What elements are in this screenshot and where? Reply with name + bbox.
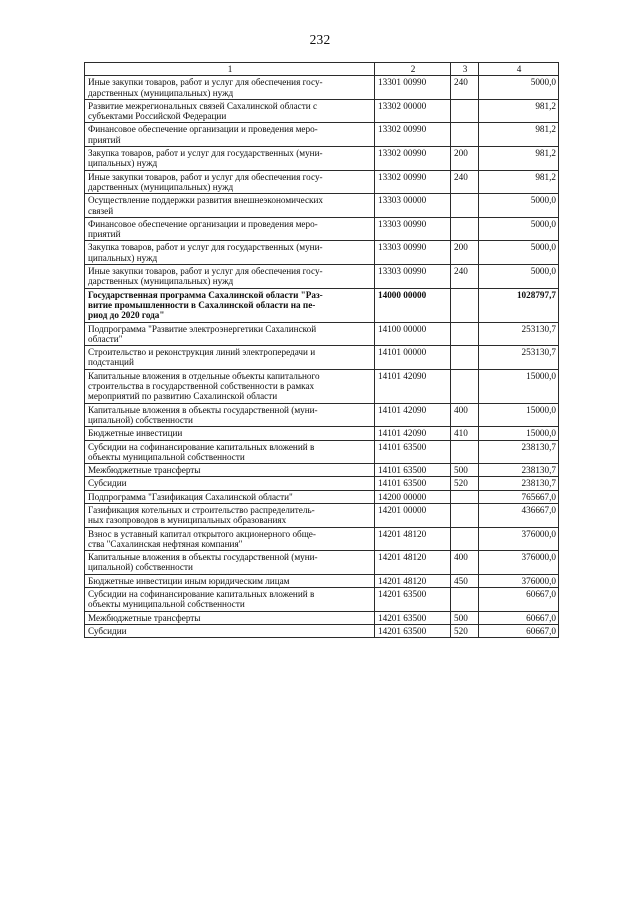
cell-sum: 253130,7 xyxy=(479,346,559,370)
cell-group: 240 xyxy=(451,170,479,194)
cell-sum: 376000,0 xyxy=(479,527,559,551)
cell-name: Газификация котельных и строительство распределитель- ных газопроводов в муниципальных образованиях xyxy=(85,503,375,527)
cell-name: Закупка товаров, работ и услуг для государственных (муни- ципальных) нужд xyxy=(85,241,375,265)
cell-code: 14101 42090 xyxy=(375,369,451,403)
cell-code: 14101 00000 xyxy=(375,346,451,370)
table-row xyxy=(85,265,559,289)
cell-group: 520 xyxy=(451,477,479,490)
cell-name: Субсидии xyxy=(85,624,375,637)
cell-group: 520 xyxy=(451,624,479,637)
table-row xyxy=(85,574,559,587)
cell-name: Финансовое обеспечение организации и проведения меро- приятий xyxy=(85,123,375,147)
cell-sum: 60667,0 xyxy=(479,588,559,612)
cell-group: 500 xyxy=(451,464,479,477)
cell-sum: 238130,7 xyxy=(479,440,559,464)
cell-sum: 15000,0 xyxy=(479,369,559,403)
table-row xyxy=(85,147,559,171)
cell-group: 500 xyxy=(451,611,479,624)
table-row xyxy=(85,99,559,123)
cell-group: 400 xyxy=(451,551,479,575)
cell-name: Государственная программа Сахалинской области "Раз- витие промышленности в Сахалинской области на пе- риод до 2020 года" xyxy=(85,288,375,322)
cell-name: Субсидии на софинансирование капитальных вложений в объекты муниципальной собственности xyxy=(85,588,375,612)
cell-group: 240 xyxy=(451,265,479,289)
cell-code: 13303 00990 xyxy=(375,265,451,289)
cell-group: 200 xyxy=(451,147,479,171)
cell-group xyxy=(451,288,479,322)
cell-name: Бюджетные инвестиции иным юридическим лицам xyxy=(85,574,375,587)
cell-code: 14200 00000 xyxy=(375,490,451,503)
table-row xyxy=(85,217,559,241)
cell-name: Межбюджетные трансферты xyxy=(85,611,375,624)
cell-code: 14101 42090 xyxy=(375,427,451,440)
cell-code: 14201 48120 xyxy=(375,527,451,551)
cell-code: 14201 00000 xyxy=(375,503,451,527)
cell-sum: 15000,0 xyxy=(479,403,559,427)
table-row xyxy=(85,403,559,427)
table-row xyxy=(85,611,559,624)
table-row xyxy=(85,490,559,503)
cell-name: Осуществление поддержки развития внешнеэкономических связей xyxy=(85,194,375,218)
cell-sum: 5000,0 xyxy=(479,76,559,100)
table-row xyxy=(85,241,559,265)
cell-sum: 60667,0 xyxy=(479,611,559,624)
cell-code: 13302 00990 xyxy=(375,147,451,171)
cell-code: 14101 42090 xyxy=(375,403,451,427)
cell-sum: 5000,0 xyxy=(479,194,559,218)
cell-sum: 253130,7 xyxy=(479,322,559,346)
cell-group xyxy=(451,490,479,503)
cell-code: 14201 63500 xyxy=(375,611,451,624)
table-row xyxy=(85,477,559,490)
column-header-sum: 4 xyxy=(479,63,559,76)
cell-name: Бюджетные инвестиции xyxy=(85,427,375,440)
column-header-group: 3 xyxy=(451,63,479,76)
cell-group xyxy=(451,440,479,464)
cell-group xyxy=(451,588,479,612)
cell-sum: 436667,0 xyxy=(479,503,559,527)
cell-name: Закупка товаров, работ и услуг для государственных (муни- ципальных) нужд xyxy=(85,147,375,171)
cell-code: 14000 00000 xyxy=(375,288,451,322)
budget-table-container xyxy=(84,62,558,638)
cell-name: Субсидии xyxy=(85,477,375,490)
cell-group xyxy=(451,503,479,527)
cell-name: Подпрограмма "Газификация Сахалинской области" xyxy=(85,490,375,503)
column-header-name: 1 xyxy=(85,63,375,76)
cell-name: Иные закупки товаров, работ и услуг для обеспечения госу- дарственных (муниципальных) нужд xyxy=(85,170,375,194)
table-row xyxy=(85,551,559,575)
cell-name: Капитальные вложения в отдельные объекты капитального строительства в государственной собственности в рамках мероприятий по развитию Сахалинской области xyxy=(85,369,375,403)
cell-sum: 5000,0 xyxy=(479,217,559,241)
cell-code: 13302 00000 xyxy=(375,99,451,123)
cell-code: 13302 00990 xyxy=(375,170,451,194)
cell-name: Строительство и реконструкция линий электропередачи и подстанций xyxy=(85,346,375,370)
cell-code: 14101 63500 xyxy=(375,477,451,490)
table-row xyxy=(85,369,559,403)
table-row xyxy=(85,194,559,218)
cell-group xyxy=(451,527,479,551)
cell-code: 13302 00990 xyxy=(375,123,451,147)
cell-sum: 238130,7 xyxy=(479,464,559,477)
cell-name: Капитальные вложения в объекты государственной (муни- ципальной) собственности xyxy=(85,403,375,427)
cell-sum: 765667,0 xyxy=(479,490,559,503)
table-row xyxy=(85,346,559,370)
cell-group xyxy=(451,123,479,147)
table-row xyxy=(85,503,559,527)
cell-sum: 1028797,7 xyxy=(479,288,559,322)
cell-sum: 981,2 xyxy=(479,123,559,147)
cell-name: Иные закупки товаров, работ и услуг для обеспечения госу- дарственных (муниципальных) нужд xyxy=(85,265,375,289)
table-header-row xyxy=(85,63,559,76)
table-row xyxy=(85,624,559,637)
cell-code: 13303 00990 xyxy=(375,241,451,265)
cell-group xyxy=(451,346,479,370)
cell-sum: 5000,0 xyxy=(479,265,559,289)
table-row xyxy=(85,123,559,147)
cell-sum: 981,2 xyxy=(479,170,559,194)
table-row xyxy=(85,288,559,322)
cell-name: Иные закупки товаров, работ и услуг для обеспечения госу- дарственных (муниципальных) нужд xyxy=(85,76,375,100)
table-row xyxy=(85,464,559,477)
cell-code: 13303 00000 xyxy=(375,194,451,218)
cell-code: 13301 00990 xyxy=(375,76,451,100)
cell-name: Межбюджетные трансферты xyxy=(85,464,375,477)
cell-name: Подпрограмма "Развитие электроэнергетики Сахалинской области" xyxy=(85,322,375,346)
cell-code: 14201 48120 xyxy=(375,551,451,575)
cell-name: Финансовое обеспечение организации и проведения меро- приятий xyxy=(85,217,375,241)
page-number: 232 xyxy=(309,32,331,47)
cell-name: Капитальные вложения в объекты государственной (муни- ципальной) собственности xyxy=(85,551,375,575)
cell-code: 14101 63500 xyxy=(375,440,451,464)
cell-group xyxy=(451,194,479,218)
cell-name: Взнос в уставный капитал открытого акционерного обще- ства "Сахалинская нефтяная компания" xyxy=(85,527,375,551)
cell-code: 14201 63500 xyxy=(375,624,451,637)
cell-name: Развитие межрегиональных связей Сахалинской области с субъектами Российской Федерации xyxy=(85,99,375,123)
cell-sum: 376000,0 xyxy=(479,551,559,575)
cell-name: Субсидии на софинансирование капитальных вложений в объекты муниципальной собственности xyxy=(85,440,375,464)
cell-sum: 15000,0 xyxy=(479,427,559,440)
cell-code: 14100 00000 xyxy=(375,322,451,346)
budget-table xyxy=(84,62,559,638)
cell-group: 240 xyxy=(451,76,479,100)
table-row xyxy=(85,76,559,100)
cell-sum: 981,2 xyxy=(479,147,559,171)
cell-group: 410 xyxy=(451,427,479,440)
cell-code: 14201 63500 xyxy=(375,588,451,612)
cell-group xyxy=(451,322,479,346)
cell-group xyxy=(451,99,479,123)
cell-sum: 238130,7 xyxy=(479,477,559,490)
cell-sum: 981,2 xyxy=(479,99,559,123)
cell-sum: 376000,0 xyxy=(479,574,559,587)
table-row xyxy=(85,427,559,440)
cell-group: 450 xyxy=(451,574,479,587)
table-body xyxy=(85,63,559,638)
table-row xyxy=(85,527,559,551)
cell-group: 400 xyxy=(451,403,479,427)
column-header-code: 2 xyxy=(375,63,451,76)
cell-group xyxy=(451,369,479,403)
table-row xyxy=(85,440,559,464)
cell-sum: 5000,0 xyxy=(479,241,559,265)
cell-group: 200 xyxy=(451,241,479,265)
cell-code: 14201 48120 xyxy=(375,574,451,587)
cell-group xyxy=(451,217,479,241)
cell-code: 14101 63500 xyxy=(375,464,451,477)
table-row xyxy=(85,170,559,194)
cell-code: 13303 00990 xyxy=(375,217,451,241)
cell-sum: 60667,0 xyxy=(479,624,559,637)
table-row xyxy=(85,588,559,612)
table-row xyxy=(85,322,559,346)
